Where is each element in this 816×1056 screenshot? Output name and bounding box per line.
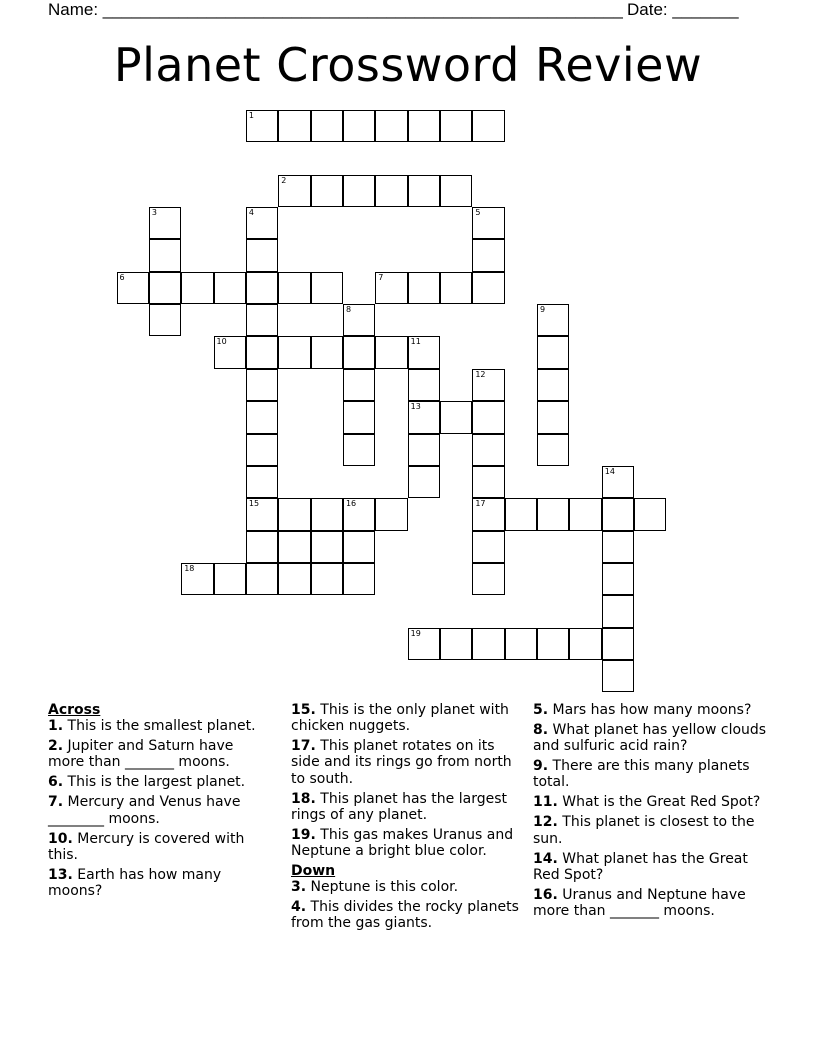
crossword-cell[interactable] [537, 401, 569, 433]
clue-number: 19 [410, 628, 421, 638]
clue-number: 4 [248, 208, 254, 218]
crossword-cell[interactable] [214, 272, 246, 304]
clue-text: Mercury and Venus have ________ moons. [48, 794, 241, 827]
crossword-cell[interactable] [472, 272, 504, 304]
clue-number: 7 [378, 272, 384, 282]
crossword-cell[interactable] [278, 175, 310, 207]
across-heading: Across [48, 702, 101, 718]
crossword-cell[interactable] [505, 628, 537, 660]
crossword-cell[interactable] [440, 272, 472, 304]
clue-text: There are this many planets total. [533, 758, 750, 791]
crossword-cell[interactable] [440, 628, 472, 660]
crossword-cell[interactable] [343, 531, 375, 563]
clue-text: What planet has yellow clouds and sulfuric acid rain? [533, 722, 767, 755]
clue-item [48, 718, 273, 734]
crossword-cell[interactable] [181, 272, 213, 304]
clue-text: This is the smallest planet. [63, 718, 256, 735]
clue-text: Uranus and Neptune have more than _______ moons. [533, 886, 746, 920]
crossword-cell[interactable] [602, 563, 634, 595]
clue-item [533, 887, 768, 919]
crossword-cell[interactable] [278, 498, 310, 530]
crossword-cell[interactable] [343, 434, 375, 466]
crossword-cell[interactable] [472, 466, 504, 498]
crossword-cell[interactable] [311, 110, 343, 142]
across-clue-list [48, 718, 273, 899]
clue-number: 4. [291, 899, 307, 916]
clue-item [48, 831, 273, 863]
date-field-label: Date: _______ [627, 0, 739, 19]
crossword-cell[interactable] [246, 531, 278, 563]
clue-number: 10. [48, 830, 73, 847]
crossword-cell[interactable] [278, 272, 310, 304]
crossword-cell[interactable] [602, 595, 634, 627]
crossword-cell[interactable] [343, 336, 375, 368]
crossword-cell[interactable] [246, 272, 278, 304]
clue-number: 13. [48, 866, 73, 883]
clues-column-2 [291, 702, 527, 935]
clue-number: 6 [119, 272, 125, 282]
clue-item [291, 791, 527, 823]
crossword-cell[interactable] [375, 175, 407, 207]
crossword-cell[interactable] [246, 110, 278, 142]
crossword-cell[interactable] [246, 466, 278, 498]
clue-item [291, 827, 527, 859]
clue-text: This is the largest planet. [63, 774, 246, 791]
crossword-cell[interactable] [440, 175, 472, 207]
crossword-cell[interactable] [602, 628, 634, 660]
crossword-cell[interactable] [311, 531, 343, 563]
crossword-cell[interactable] [408, 110, 440, 142]
clue-number: 19. [291, 826, 316, 843]
clue-number: 5 [475, 208, 481, 218]
clue-number: 9. [533, 758, 549, 775]
crossword-cell[interactable] [472, 628, 504, 660]
crossword-cell[interactable] [149, 239, 181, 271]
clue-number: 14. [533, 850, 558, 867]
crossword-cell[interactable] [311, 563, 343, 595]
crossword-cell[interactable] [343, 304, 375, 336]
crossword-cell[interactable] [214, 563, 246, 595]
crossword-cell[interactable] [408, 466, 440, 498]
crossword-cell[interactable] [278, 531, 310, 563]
clue-number: 17. [291, 738, 316, 755]
clue-text: Neptune is this color. [306, 879, 459, 896]
clue-number: 1 [248, 111, 254, 120]
crossword-cell[interactable] [569, 628, 601, 660]
crossword-cell[interactable] [278, 336, 310, 368]
clue-number: 12. [533, 814, 558, 831]
clue-text: This divides the rocky planets from the gas giants. [291, 899, 519, 932]
down-heading: Down [291, 863, 336, 880]
crossword-cell[interactable] [117, 272, 149, 304]
clue-text: This planet has the largest rings of any planet. [291, 790, 507, 823]
clue-text: This planet is closest to the sun. [533, 814, 755, 847]
crossword-cell[interactable] [602, 498, 634, 530]
clue-number: 6. [48, 774, 64, 791]
clue-item [48, 774, 273, 790]
crossword-cell[interactable] [408, 272, 440, 304]
clue-number: 16 [345, 499, 357, 509]
crossword-cell[interactable] [343, 563, 375, 595]
crossword-cell[interactable] [472, 434, 504, 466]
crossword-cell[interactable] [246, 498, 278, 530]
clue-number: 1. [48, 718, 64, 735]
crossword-cell[interactable] [408, 434, 440, 466]
clue-number: 12 [475, 369, 486, 379]
clue-number: 14 [604, 466, 615, 476]
crossword-cell[interactable] [343, 369, 375, 401]
crossword-cell[interactable] [472, 207, 504, 239]
crossword-cell[interactable] [602, 531, 634, 563]
crossword-cell[interactable] [537, 304, 569, 336]
clue-number: 2 [281, 175, 287, 185]
crossword-cell[interactable] [246, 434, 278, 466]
clue-number: 3 [151, 208, 157, 218]
crossword-cell[interactable] [149, 304, 181, 336]
clue-item [533, 722, 768, 754]
crossword-cell[interactable] [375, 110, 407, 142]
crossword-cell[interactable] [343, 401, 375, 433]
clue-number: 18. [291, 790, 316, 807]
crossword-cell[interactable] [472, 110, 504, 142]
crossword-cell[interactable] [246, 563, 278, 595]
crossword-cell[interactable] [375, 498, 407, 530]
clue-item [48, 738, 273, 770]
clue-number: 9 [540, 305, 546, 315]
across-clue-list-continued [291, 702, 527, 859]
crossword-cell[interactable] [375, 336, 407, 368]
clue-item [533, 851, 768, 883]
crossword-cell[interactable] [537, 369, 569, 401]
name-field-label: Name: _______________________________________________________ [48, 0, 623, 19]
crossword-cell[interactable] [472, 239, 504, 271]
clue-text: This planet rotates on its side and its rings go from north to south. [291, 738, 512, 787]
crossword-cell[interactable] [246, 304, 278, 336]
crossword-cell[interactable] [408, 401, 440, 433]
clue-number: 2. [48, 738, 64, 755]
crossword-cell[interactable] [537, 498, 569, 530]
crossword-cell[interactable] [375, 272, 407, 304]
crossword-cell[interactable] [472, 563, 504, 595]
crossword-cell[interactable] [440, 401, 472, 433]
clue-item [48, 867, 273, 899]
clue-item [291, 738, 527, 787]
crossword-cell[interactable] [311, 272, 343, 304]
clue-text: Jupiter and Saturn have more than _______ moons. [48, 738, 234, 771]
crossword-cell[interactable] [472, 401, 504, 433]
crossword-cell[interactable] [311, 336, 343, 368]
crossword-cell[interactable] [408, 336, 440, 368]
crossword-cell[interactable] [246, 239, 278, 271]
crossword-cell[interactable] [278, 110, 310, 142]
crossword-cell[interactable] [246, 336, 278, 368]
clue-item [291, 899, 527, 931]
clue-text: Mercury is covered with this. [48, 830, 245, 863]
clue-item [291, 879, 527, 895]
clue-item [48, 794, 273, 826]
crossword-cell[interactable] [408, 175, 440, 207]
crossword-cell[interactable] [149, 272, 181, 304]
crossword-cell[interactable] [602, 660, 634, 692]
crossword-cell[interactable] [472, 369, 504, 401]
clue-item [533, 814, 768, 846]
down-clue-list-continued [533, 702, 768, 919]
clue-text: Mars has how many moons? [548, 702, 752, 718]
clue-text: Earth has how many moons? [48, 866, 222, 900]
clue-number: 8. [533, 722, 549, 738]
crossword-cell[interactable] [343, 498, 375, 530]
crossword-cell[interactable] [408, 369, 440, 401]
clue-item [533, 794, 768, 810]
crossword-cell[interactable] [569, 498, 601, 530]
crossword-cell[interactable] [149, 207, 181, 239]
clue-number: 15 [248, 499, 260, 509]
crossword-cell[interactable] [278, 563, 310, 595]
crossword-cell[interactable] [246, 369, 278, 401]
crossword-cell[interactable] [214, 336, 246, 368]
clue-text: This is the only planet with chicken nuggets. [291, 702, 509, 735]
crossword-cell[interactable] [343, 110, 375, 142]
crossword-cell[interactable] [537, 434, 569, 466]
crossword-cell[interactable] [440, 110, 472, 142]
clue-text: This gas makes Uranus and Neptune a bright blue color. [291, 826, 514, 860]
crossword-cell[interactable] [602, 466, 634, 498]
down-clue-list [291, 879, 527, 931]
page-title: Planet Crossword Review [113, 38, 703, 92]
crossword-cell[interactable] [246, 401, 278, 433]
crossword-cell[interactable] [246, 207, 278, 239]
crossword-cell[interactable] [181, 563, 213, 595]
crossword-cell[interactable] [311, 498, 343, 530]
clue-text: What planet has the Great Red Spot? [533, 850, 748, 883]
clue-number: 18 [184, 563, 195, 573]
crossword-cell[interactable] [537, 336, 569, 368]
clue-item [533, 702, 768, 718]
clue-number: 5. [533, 702, 549, 718]
clue-number: 7. [48, 794, 64, 811]
clue-number: 11 [410, 337, 421, 347]
clue-number: 17 [475, 499, 486, 509]
clue-number: 8 [345, 305, 352, 315]
clue-number: 10 [216, 337, 227, 347]
clue-number: 16. [533, 886, 558, 903]
clues-column-3 [533, 702, 768, 923]
crossword-cell[interactable] [634, 498, 666, 530]
clue-number: 15. [291, 702, 316, 718]
crossword-cell[interactable] [505, 498, 537, 530]
clues-column-1 [48, 702, 273, 903]
crossword-cell[interactable] [408, 628, 440, 660]
clue-number: 3. [291, 879, 307, 896]
crossword-cell[interactable] [472, 531, 504, 563]
crossword-cell[interactable] [472, 498, 504, 530]
clue-number: 11. [533, 794, 558, 811]
clue-number: 13 [410, 402, 421, 412]
crossword-cell[interactable] [311, 175, 343, 207]
clue-item [533, 758, 768, 790]
crossword-cell[interactable] [343, 175, 375, 207]
crossword-cell[interactable] [537, 628, 569, 660]
clue-item [291, 702, 527, 734]
clue-text: What is the Great Red Spot? [557, 794, 761, 811]
